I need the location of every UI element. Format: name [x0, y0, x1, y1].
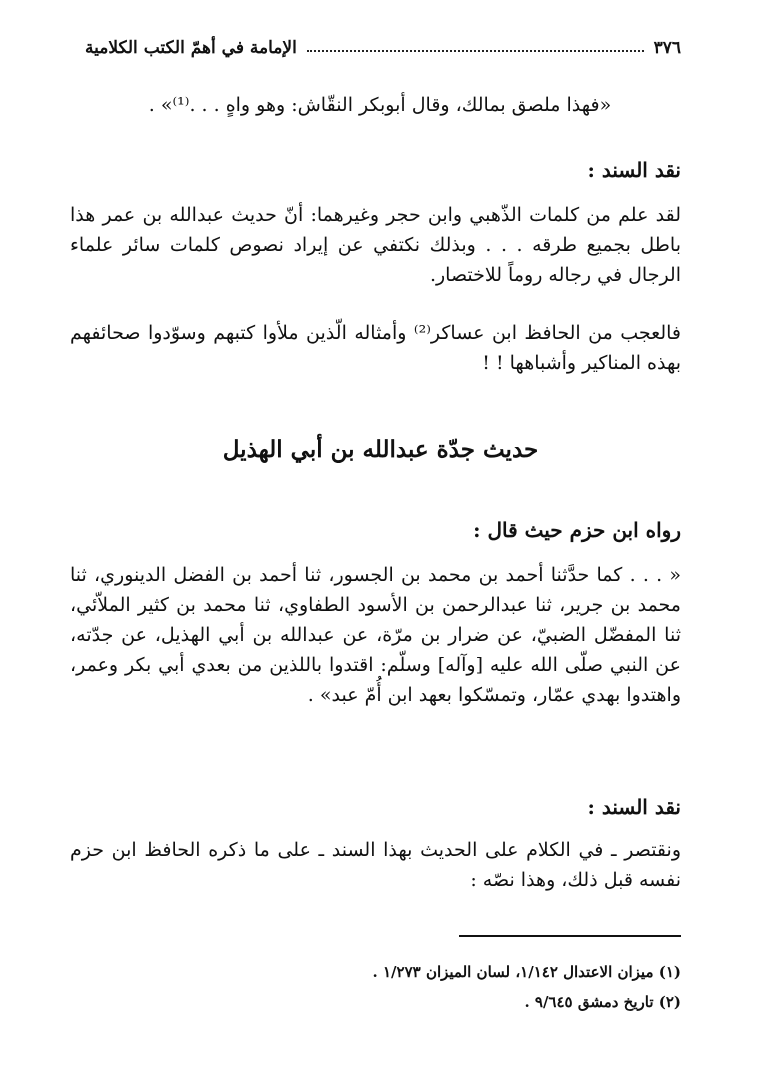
heading-narration: رواه ابن حزم حيث قال :	[473, 518, 681, 542]
running-title: الإمامة في أهمّ الكتب الكلامية	[85, 38, 297, 58]
paragraph-3: « . . . كما حدَّثنا أحمد بن محمد بن الجسور، ثنا أحمد بن الفضل الدينوري، ثنا محمد بن جرير، ثنا عبدالرحمن بن الأسود الطفاوي، ثنا محمد بن كثير الملاّئي، ثنا المفضّل الضبيّ، عن ضرار بن مرّة، عن عبدالله بن أبي الهذيل، عن جدّته، عن النبي صلّى الله عليه [وآله] وسلّم: اقتدوا باللذين من بعدي أبي بكر وعمر، واهتدوا بهدي عمّار، وتمسّكوا بعهد ابن أُمّ عبد» .	[70, 564, 681, 706]
header-dotted-leader	[307, 50, 644, 52]
page-number: ٣٧٦	[653, 38, 681, 58]
heading-critique-2: نقد السند :	[587, 795, 681, 819]
footnote-2: (٢) تاريخ دمشق ٩/٦٤٥ .	[524, 993, 681, 1011]
quote-line: «فهذا ملصق بمالك، وقال أبوبكر النقّاش: وهو واهٍ . . .⁽¹⁾» .	[148, 94, 612, 116]
paragraph-2: فالعجب من الحافظ ابن عساكر⁽²⁾ وأمثاله الّذين ملأوا كتبهم وسوّدوا صحائفهم بهذه المناكير وأشباهها ! !	[70, 322, 681, 374]
running-header	[85, 34, 681, 62]
paragraph-1: لقد علم من كلمات الذّهبي وابن حجر وغيرهما: أنّ حديث عبدالله بن عمر هذا باطل بجميع طرقه . . . وبذلك نكتفي عن إيراد نصوص كلمات سائر علماء الرجال في رجاله روماً للاختصار.	[70, 204, 681, 286]
heading-critique-1: نقد السند :	[587, 158, 681, 182]
paragraph-4: ونقتصر ـ في الكلام على الحديث بهذا السند ـ على ما ذكره الحافظ ابن حزم نفسه قبل ذلك، وهذا نصّه :	[70, 839, 681, 891]
section-title: حديث جدّة عبدالله بن أبي الهذيل	[222, 436, 539, 463]
footnote-1: (١) ميزان الاعتدال ١/١٤٢، لسان الميزان ١/٢٧٣ .	[372, 963, 681, 981]
footnote-separator	[459, 935, 681, 937]
